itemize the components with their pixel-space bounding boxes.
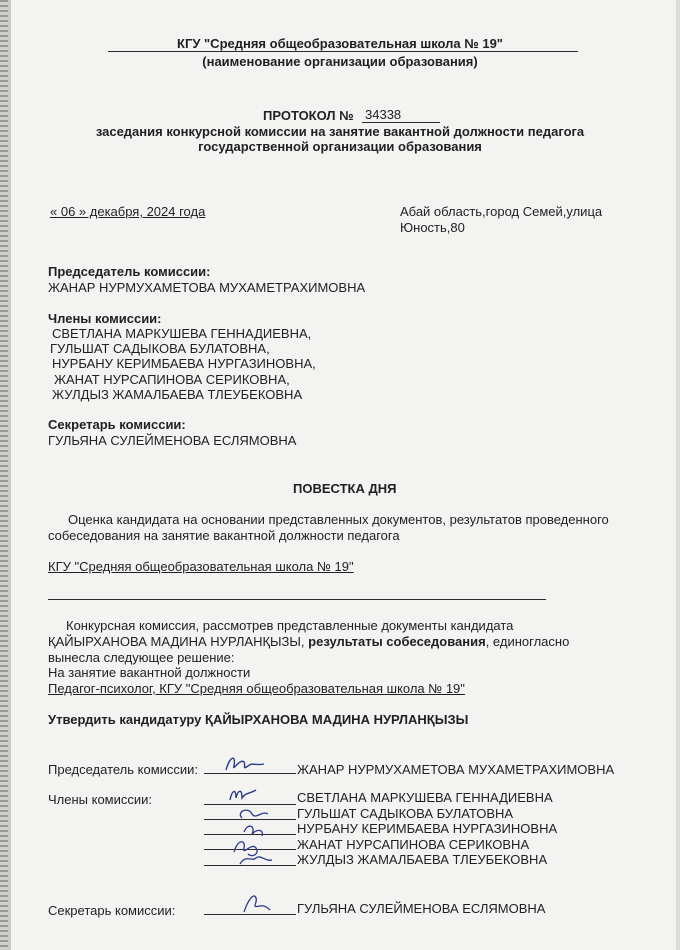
sig-chair-name: ЖАНАР НУРМУХАМЕТОВА МУХАМЕТРАХИМОВНА (297, 762, 615, 777)
sig-secretary-label: Секретарь комиссии: (48, 903, 176, 918)
member-name: ЖАНАТ НУРСАПИНОВА СЕРИКОВНА, (54, 372, 290, 387)
decision-line-2 (48, 634, 569, 649)
meeting-place-1: Абай область,город Семей,улица (400, 204, 603, 219)
member-name: ГУЛЬШАТ САДЫКОВА БУЛАТОВНА, (50, 341, 270, 356)
chair-heading: Председатель комиссии: (48, 264, 211, 279)
org-name: КГУ "Средняя общеобразовательная школа № 19" (177, 36, 503, 51)
agenda-blank-line (48, 599, 546, 600)
decision-line-1: Конкурсная комиссия, рассмотрев представленные документы кандидата (66, 618, 514, 633)
protocol-label: ПРОТОКОЛ № (263, 108, 354, 123)
protocol-number: 34338 (365, 107, 402, 122)
sig-member-name: НУРБАНУ КЕРИМБАЕВА НУРГАЗИНОВНА (297, 821, 558, 836)
sig-member-name: СВЕТЛАНА МАРКУШЕВА ГЕННАДИЕВНА (297, 790, 553, 805)
member-name: СВЕТЛАНА МАРКУШЕВА ГЕННАДИЕВНА, (52, 326, 312, 341)
agenda-org: КГУ "Средняя общеобразовательная школа № 19" (48, 559, 354, 574)
vacancy-position: Педагог-психолог, КГУ "Средняя общеобразовательная школа № 19" (48, 681, 465, 696)
protocol-number-underline (362, 122, 440, 123)
sig-member-name: ЖАНАТ НУРСАПИНОВА СЕРИКОВНА (297, 837, 530, 852)
agenda-heading: ПОВЕСТКА ДНЯ (293, 481, 397, 496)
chair-name: ЖАНАР НУРМУХАМЕТОВА МУХАМЕТРАХИМОВНА (48, 280, 366, 295)
interview-results: результаты собеседования (308, 634, 486, 649)
member-name: ЖУЛДЫЗ ЖАМАЛБАЕВА ТЛЕУБЕКОВНА (52, 387, 303, 402)
sig-member-name: ЖУЛДЫЗ ЖАМАЛБАЕВА ТЛЕУБЕКОВНА (297, 852, 548, 867)
agenda-text-2: собеседования на занятие вакантной должности педагога (48, 528, 400, 543)
decision-unanimous: , единогласно (485, 634, 570, 649)
decision-line-4: На занятие вакантной должности (48, 665, 251, 680)
sig-members-label: Члены комиссии: (48, 792, 153, 807)
meeting-date: « 06 » декабря, 2024 года (50, 204, 206, 219)
sig-secretary-name: ГУЛЬЯНА СУЛЕЙМЕНОВА ЕСЛЯМОВНА (297, 901, 546, 916)
sig-member-name: ГУЛЬШАТ САДЫКОВА БУЛАТОВНА (297, 806, 514, 821)
org-caption: (наименование организации образования) (202, 54, 478, 69)
agenda-text-1: Оценка кандидата на основании представленных документов, результатов проведенного (68, 512, 609, 527)
org-underline (108, 51, 578, 52)
protocol-subtitle-1: заседания конкурсной комиссии на занятие вакантной должности педагога (95, 124, 585, 139)
members-heading: Члены комиссии: (48, 311, 162, 326)
secretary-heading: Секретарь комиссии: (48, 417, 186, 432)
secretary-name: ГУЛЬЯНА СУЛЕЙМЕНОВА ЕСЛЯМОВНА (48, 433, 297, 448)
members-signatures (222, 782, 282, 874)
chair-signature (222, 752, 270, 776)
member-name: НУРБАНУ КЕРИМБАЕВА НУРГАЗИНОВНА, (52, 356, 316, 371)
secretary-signature (238, 888, 274, 916)
meeting-place-2: Юность,80 (400, 220, 465, 235)
decision-line-3: вынесла следующее решение: (48, 650, 235, 665)
sig-chair-label: Председатель комиссии: (48, 762, 199, 777)
candidate-name: ҚАЙЫРХАНОВА МАДИНА НУРЛАНҚЫЗЫ, (48, 634, 305, 649)
protocol-subtitle-2: государственной организации образования (198, 139, 482, 154)
approval-statement: Утвердить кандидатуру ҚАЙЫРХАНОВА МАДИНА НУРЛАНҚЫЗЫ (48, 712, 469, 727)
